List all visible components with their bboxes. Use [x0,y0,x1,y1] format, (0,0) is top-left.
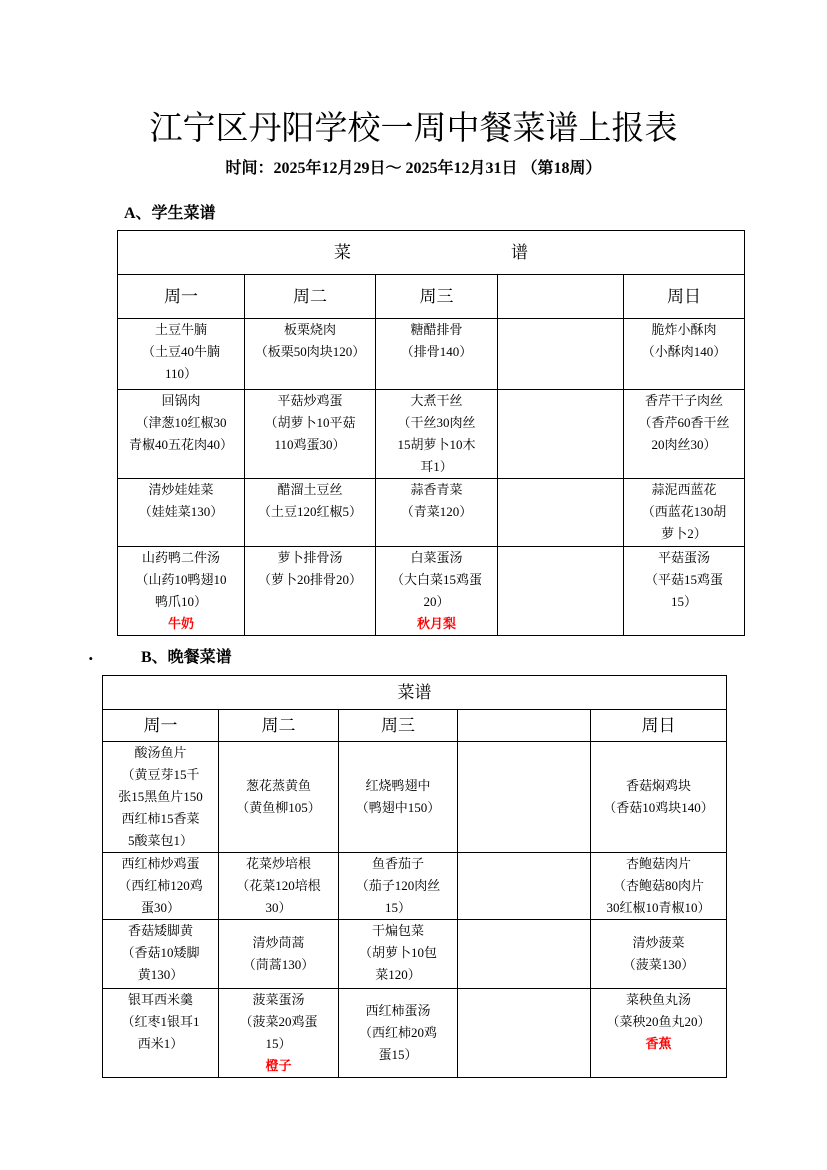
lunch-rows [118,319,745,636]
dish-ingredients: 30红椒10青椒10） [606,900,711,915]
dinner-menu-cell [458,742,591,853]
section-bullet: . [88,645,94,664]
dish-ingredients: （菠菜130） [622,957,695,972]
lunch-menu-row [118,479,745,547]
lunch-menu-cell [376,547,498,636]
dish-ingredients: （土豆120红椒5） [257,504,362,519]
lunch-menu-cell [624,319,745,390]
dish-ingredients: （西蓝花130胡 [641,504,727,519]
dinner-menu-cell [103,742,219,853]
lunch-menu-cell [498,319,624,390]
dish-name: 银耳西米羹 [127,992,193,1007]
dish-name: 板栗烧肉 [283,322,336,337]
dinner-day-header: 周日 [591,710,727,742]
lunch-menu-cell [624,479,745,547]
dinner-header-row [103,676,727,710]
dish-ingredients: （茼蒿130） [242,957,315,972]
lunch-menu-cell [624,547,745,636]
dinner-rows [103,742,727,1078]
dinner-menu-cell [339,853,458,920]
dish-ingredients: （香菇10矮脚 [121,945,200,960]
dish-name: 蒜香青菜 [410,482,463,497]
lunch-menu-cell [245,390,376,479]
lunch-header-left: 菜 [334,242,352,262]
dish-ingredients: 西红柿15香菜 [121,811,200,826]
dish-ingredients: （西红柿20鸡 [358,1025,437,1040]
dish-ingredients: （黄鱼柳105） [236,800,321,815]
dish-ingredients: （土豆40牛腩 [141,344,220,359]
fruit-extra: 牛奶 [167,616,194,631]
lunch-header-right: 谱 [511,242,529,262]
dish-ingredients: 30） [265,900,292,915]
dish-ingredients: （干丝30肉丝 [397,415,476,430]
dinner-day-header [458,710,591,742]
dinner-day-header: 周一 [103,710,219,742]
dish-ingredients: （萝卜20排骨20） [257,572,362,587]
lunch-menu-cell [376,319,498,390]
lunch-menu-cell [118,319,245,390]
lunch-menu-cell [118,479,245,547]
dish-ingredients: （娃娃菜130） [138,504,224,519]
dish-name: 香芹干子肉丝 [645,393,724,408]
dish-ingredients: 蛋15） [378,1047,418,1062]
dish-ingredients: （山药10鸭翅10 [135,572,227,587]
dish-ingredients: （茄子120肉丝 [355,878,441,893]
dish-name: 西红柿蛋汤 [365,1003,431,1018]
dinner-menu-row [103,742,727,853]
lunch-day-header: 周三 [376,275,498,319]
dish-ingredients: （红枣1银耳1 [121,1014,200,1029]
lunch-days-row [118,275,745,319]
dish-ingredients: 110鸡蛋30） [274,437,346,452]
dish-name: 脆炸小酥肉 [651,322,717,337]
dinner-menu-cell [458,989,591,1078]
dish-ingredients: 15胡萝卜10木 [397,437,476,452]
dish-ingredients: 20） [423,594,450,609]
dish-ingredients: 菜120） [375,967,421,982]
dish-ingredients: （大白菜15鸡蛋 [390,572,482,587]
lunch-day-header: 周二 [245,275,376,319]
dinner-section-label: B、晚餐菜谱 [141,649,232,666]
dish-ingredients: 张15黑鱼片150 [118,789,203,804]
dinner-menu-cell [458,853,591,920]
lunch-menu-row [118,547,745,636]
lunch-menu-row [118,390,745,479]
dish-name: 清炒菠菜 [632,935,685,950]
dinner-menu-cell [219,853,339,920]
dish-ingredients: （菠菜20鸡蛋 [239,1014,318,1029]
dinner-menu-cell [458,920,591,989]
dinner-menu-cell [219,742,339,853]
dish-ingredients: （香菇10鸡块140） [603,800,714,815]
dish-name: 酸汤鱼片 [134,745,187,760]
dish-name: 清炒茼蒿 [252,935,305,950]
dish-name: 葱花蒸黄鱼 [245,778,311,793]
dish-ingredients: 20肉丝30） [651,437,717,452]
dish-name: 鱼香茄子 [371,856,424,871]
dinner-menu-cell [339,920,458,989]
dish-name: 山药鸭二件汤 [141,550,220,565]
dish-ingredients: （鸭翅中150） [355,800,441,815]
dish-ingredients: （板栗50肉块120） [254,344,366,359]
dish-name: 干煸包菜 [371,923,424,938]
dish-name: 香菇矮脚黄 [127,923,193,938]
lunch-menu-cell [498,547,624,636]
dish-ingredients: （西红柿120鸡 [118,878,203,893]
dinner-menu-table [102,675,727,1078]
lunch-day-header: 周一 [118,275,245,319]
lunch-header-cell [118,231,745,275]
dish-ingredients: （菜秧20鱼丸20） [606,1014,711,1029]
dish-name: 平菇蛋汤 [658,550,711,565]
dish-ingredients: 15） [671,594,698,609]
dish-name: 平菇炒鸡蛋 [277,393,343,408]
lunch-menu-cell [376,390,498,479]
dish-ingredients: 15） [265,1036,292,1051]
dish-name: 红烧鸭翅中 [365,778,431,793]
dish-ingredients: （小酥肉140） [641,344,727,359]
lunch-menu-cell [118,547,245,636]
dinner-menu-cell [339,989,458,1078]
dish-ingredients: （胡萝卜10包 [358,945,437,960]
dish-ingredients: （青菜120） [400,504,473,519]
dish-name: 香菇焖鸡块 [626,778,692,793]
date-range: 时间：2025年12月29日～ 2025年12月31日 （第18周） [225,160,602,177]
dish-name: 西红柿炒鸡蛋 [121,856,200,871]
dish-ingredients: （津葱10红椒30 [135,415,227,430]
dinner-menu-cell [103,920,219,989]
dish-ingredients: （黄豆芽15千 [121,767,200,782]
dish-name: 糖醋排骨 [410,322,463,337]
lunch-menu-cell [624,390,745,479]
dinner-menu-cell [591,920,727,989]
dinner-menu-cell [591,989,727,1078]
dish-ingredients: （胡萝卜10平菇 [264,415,356,430]
dinner-day-header: 周二 [219,710,339,742]
dish-name: 花菜炒培根 [245,856,311,871]
dish-name: 醋溜土豆丝 [277,482,343,497]
page-title: 江宁区丹阳学校一周中餐菜谱上报表 [149,108,678,147]
dinner-header-cell: 菜谱 [103,676,727,710]
dish-ingredients: 耳1） [420,459,453,474]
dinner-menu-cell [219,920,339,989]
lunch-menu-cell [245,479,376,547]
lunch-menu-cell [498,479,624,547]
dish-name: 菜秧鱼丸汤 [626,992,692,1007]
dish-name: 清炒娃娃菜 [148,482,214,497]
dish-ingredients: 青椒40五花肉40） [128,437,233,452]
dish-ingredients: （香芹60香干丝 [638,415,730,430]
dish-ingredients: 15） [384,900,411,915]
lunch-menu-cell [118,390,245,479]
dish-name: 菠菜蛋汤 [252,992,305,1007]
lunch-menu-row [118,319,745,390]
lunch-day-header [498,275,624,319]
fruit-extra: 香蕉 [645,1036,672,1051]
dinner-days-row [103,710,727,742]
dish-ingredients: （杏鲍菇80肉片 [613,878,705,893]
dish-ingredients: 西米1） [137,1036,184,1051]
lunch-day-header: 周日 [624,275,745,319]
dish-name: 大煮干丝 [410,393,463,408]
lunch-header-row [118,231,745,275]
lunch-menu-table [117,230,745,636]
dish-name: 回锅肉 [161,393,201,408]
lunch-menu-cell [376,479,498,547]
lunch-menu-cell [245,547,376,636]
lunch-menu-cell [498,390,624,479]
dinner-menu-row [103,920,727,989]
dinner-menu-cell [339,742,458,853]
dish-name: 白菜蛋汤 [410,550,463,565]
lunch-section-label: A、学生菜谱 [124,205,216,222]
fruit-extra: 橙子 [265,1058,292,1073]
dinner-menu-row [103,853,727,920]
dish-ingredients: 110） [164,366,198,381]
dish-ingredients: 蛋30） [140,900,180,915]
dish-ingredients: （花菜120培根 [236,878,321,893]
dish-ingredients: 鸭爪10） [154,594,207,609]
dinner-menu-cell [103,853,219,920]
dinner-menu-row [103,989,727,1078]
dinner-menu-cell [219,989,339,1078]
dish-ingredients: 黄130） [137,967,184,982]
dinner-menu-cell [591,853,727,920]
fruit-extra: 秋月梨 [416,616,456,631]
dinner-menu-cell [591,742,727,853]
dish-ingredients: （排骨140） [400,344,473,359]
lunch-menu-cell [245,319,376,390]
dish-name: 杏鲍菇肉片 [626,856,692,871]
dish-name: 萝卜排骨汤 [277,550,343,565]
dish-ingredients: （平菇15鸡蛋 [645,572,724,587]
dish-name: 土豆牛腩 [154,322,207,337]
dinner-day-header: 周三 [339,710,458,742]
dinner-menu-cell [103,989,219,1078]
dish-name: 蒜泥西蓝花 [651,482,717,497]
dish-ingredients: 萝卜2） [661,526,707,541]
dish-ingredients: 5酸菜包1） [127,833,193,848]
